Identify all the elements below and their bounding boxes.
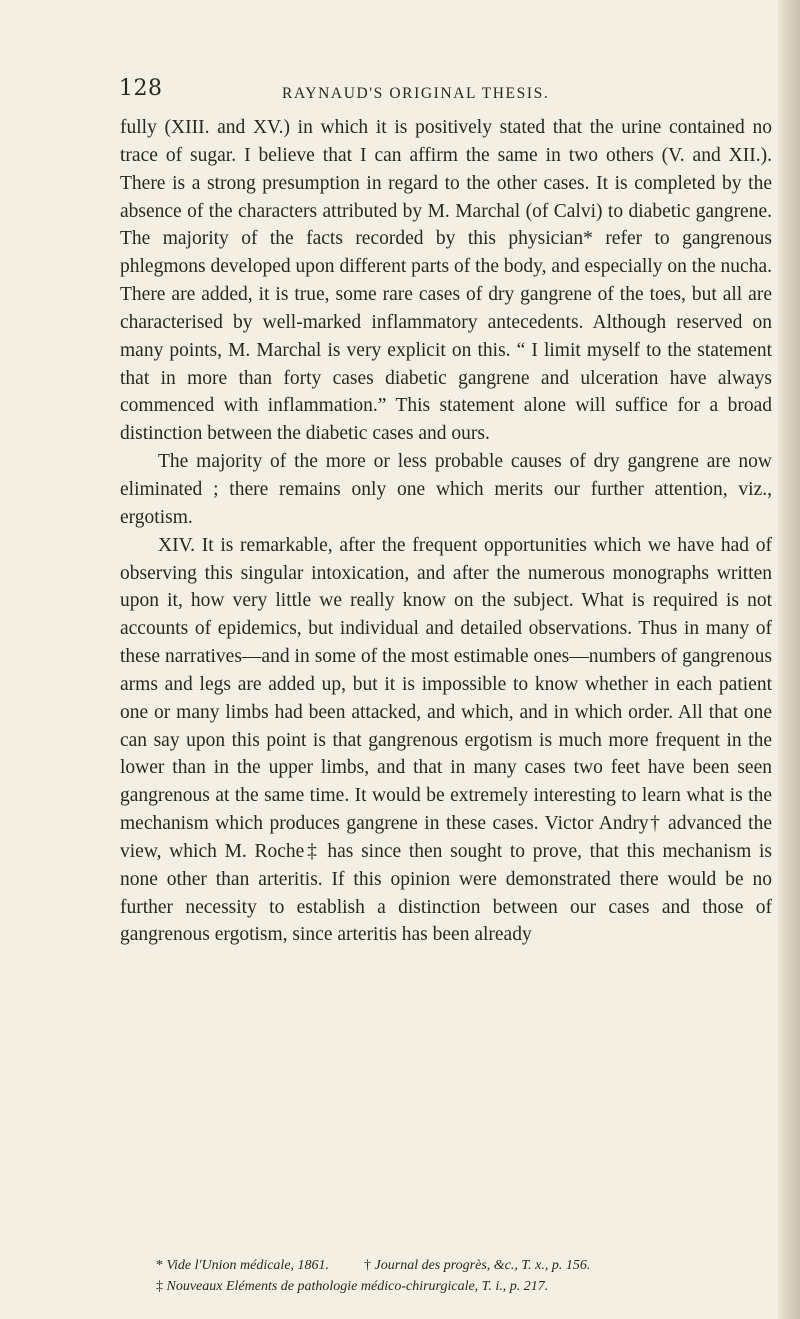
running-head: RAYNAUD'S ORIGINAL THESIS. — [282, 85, 550, 102]
footnote-text-1: Vide l'Union médicale, 1861. — [166, 1258, 330, 1273]
paragraph-3: XIV. It is remarkable, after the frequent opportunities which we have had of observing this singular intoxication, and after the numerous monographs written upon it, how very little we really know on the subject. What is required is not accounts of epidemics, but individual and detailed observations. Thus in many of these narratives—and in some of the most estimable ones—numbers of gangrenous arms and legs are added up, but it is impossible to know whether in each patient one or many limbs had been attacked, and which, and in which order. All that one can say upon this point is that gangrenous ergotism is much more frequent in the lower than in the upper limbs, and that in many cases two feet have been seen gangrenous at the same time. It would be extremely interesting to learn what is the mechanism which produces gangrene in these cases. Victor Andry† advanced the view, which M. Roche‡ has since then sought to prove, that this mechanism is none other than arteritis. If this opinion were demonstrated there would be no further necessity to establish a distinction between our cases and those of gangrenous ergotism, since arteritis has been already — [120, 534, 772, 946]
paragraph-2: The majority of the more or less probable causes of dry gangrene are now eliminated ; there remains only one which merits our further attention, viz., ergotism. — [120, 451, 772, 528]
footnote-text-3: Nouveaux Eléments de pathologie médico-chirurgicale, T. i., p. 217. — [166, 1279, 549, 1294]
page-edge-shadow — [778, 0, 800, 1319]
footnotes — [156, 1255, 776, 1297]
footnote-line-2 — [156, 1276, 776, 1297]
footnote-line-1 — [156, 1255, 776, 1276]
footnote-text-2: Journal des progrès, &c., T. x., p. 156. — [374, 1258, 591, 1273]
page-number: 128 — [119, 76, 163, 101]
paragraph-1: fully (XIII. and XV.) in which it is positively stated that the urine contained no trace of sugar. I believe that I can affirm the same in two others (V. and XII.). There is a strong presumption in regard to the other cases. It is completed by the absence of the characters attributed by M. Marchal (of Calvi) to diabetic gangrene. The majority of the facts recorded by this physician* refer to gangrenous phlegmons developed upon different parts of the body, and especially on the nucha. There are added, it is true, some rare cases of dry gangrene of the toes, but all are characterised by well-marked inflammatory antecedents. Although reserved on many points, M. Marchal is very explicit on this. “ I limit myself to the statement that in more than forty cases diabetic gangrene and ulceration have always commenced with inflammation.” This statement alone will suffice for a broad distinction between the diabetic cases and ours. — [120, 117, 772, 445]
footnote-mark-double-dagger: ‡ — [156, 1279, 163, 1294]
body-text — [120, 114, 772, 949]
footnote-mark-asterisk: * — [156, 1258, 163, 1273]
footnote-mark-dagger: † — [364, 1258, 372, 1273]
